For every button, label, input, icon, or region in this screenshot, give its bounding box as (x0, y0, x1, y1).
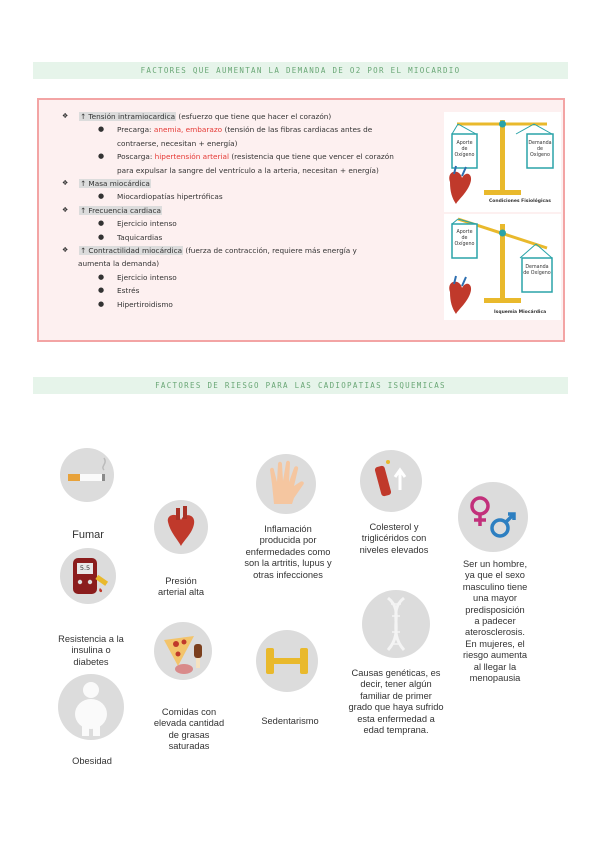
sublist-item-precarga (55, 123, 430, 136)
balance-label-demand: Demanda de Oxígeno (528, 141, 552, 158)
item-continuation: aumenta la demanda) (78, 259, 160, 269)
sublist-item (55, 231, 430, 244)
oxygen-demand-list (55, 110, 430, 311)
item-highlight-red: anemia, embarazo (153, 125, 223, 135)
sublist-item (55, 284, 430, 297)
sublist-item (55, 217, 430, 230)
sublist-item (55, 298, 430, 311)
dumbbell-icon (256, 630, 318, 692)
item-text: Ejercicio intenso (117, 219, 177, 229)
list-item-masa (55, 177, 430, 190)
risk-label-inflamacion: Inflamación producida por enfermedades como son la artritis, lupus y otras infecciones (244, 524, 332, 580)
balance-scale-icon (444, 112, 561, 212)
item-text: Ejercicio intenso (117, 272, 177, 282)
heart-icon (154, 500, 208, 554)
sublist-item (55, 190, 430, 203)
balance-caption: Condiciones Fisiológicas (489, 199, 551, 204)
circle-bullet-icon: ● (98, 152, 105, 161)
cigarette-icon (60, 448, 114, 502)
food-pizza-icon (154, 622, 212, 680)
sublist-item (55, 271, 430, 284)
thermometer-arrow-icon (360, 450, 422, 512)
item-prefix: Precarga: (117, 125, 154, 135)
item-label: ↑ Frecuencia cardiaca (80, 205, 161, 215)
item-text: Hipertiroidismo (117, 299, 173, 309)
glucometer-reading: 5.5 (79, 564, 91, 572)
balance-diagram-ischemia (444, 214, 561, 320)
hand-icon (256, 454, 316, 514)
balance-caption: Isquemia Miocárdica (494, 310, 547, 315)
circle-bullet-icon: ● (98, 232, 105, 241)
item-text: Taquicardias (117, 232, 163, 242)
obesity-body-icon (58, 674, 124, 740)
item-continuation: contraerse, necesitan + energía) (117, 138, 238, 148)
risk-label-obesidad: Obesidad (72, 756, 112, 766)
dna-icon (362, 590, 430, 658)
balance-label-supply: Aporte de Oxígeno (454, 230, 475, 247)
item-prefix: Poscarga: (117, 152, 155, 162)
item-text: Miocardiopatías hipertróficas (117, 192, 223, 202)
item-label: ↑ Tensión intramiocardica (80, 112, 176, 121)
item-text: Estrés (117, 286, 140, 296)
risk-label-sexo: Ser un hombre, ya que el sexo masculino tiene una mayor predisposición a padecer aterosclerosis. En mujeres, el riesgo aumenta al llegar la menopausia (462, 559, 528, 684)
risk-label-fumar: Fumar (72, 529, 104, 541)
section-banner-oxygen-demand: FACTORES QUE AUMENTAN LA DEMANDA DE O2 POR EL MIOCARDIO (33, 62, 568, 79)
list-item-frecuencia (55, 204, 430, 217)
glucometer-icon (60, 548, 116, 604)
circle-bullet-icon: ● (98, 125, 105, 134)
section-banner-risk-factors: FACTORES DE RIESGO PARA LAS CADIOPATIAS ISQUEMICAS (33, 377, 568, 394)
circle-bullet-icon: ● (98, 286, 105, 295)
item-text: (tensión de las fibras cardiacas antes de (222, 125, 373, 135)
list-item-tension (55, 110, 430, 123)
diamond-bullet-icon: ❖ (62, 179, 69, 188)
risk-label-sedentarismo: Sedentarismo (261, 716, 319, 726)
circle-bullet-icon: ● (98, 272, 105, 281)
balance-label-supply: Aporte de Oxígeno (454, 141, 475, 158)
risk-label-insulina: Resistencia a la insulina o diabetes (58, 634, 124, 667)
item-label: ↑ Masa miocárdica (80, 179, 150, 189)
balance-label-demand: Demanda de Oxígeno (523, 265, 551, 276)
balance-diagram-physiological (444, 112, 561, 212)
risk-label-colesterol: Colesterol y triglicéridos con niveles elevados (359, 522, 429, 555)
diamond-bullet-icon: ❖ (62, 112, 69, 120)
diamond-bullet-icon: ❖ (62, 246, 69, 255)
risk-factors-infographic (48, 410, 548, 775)
list-item-contractilidad (55, 244, 430, 257)
diamond-bullet-icon: ❖ (62, 205, 69, 214)
item-text: (esfuerzo que tiene que hacer el corazón) (176, 112, 332, 121)
item-text: (fuerza de contracción, requiere más energía y (183, 246, 357, 256)
sublist-item-poscarga (55, 150, 430, 163)
risk-label-geneticas: Causas genéticas, es decir, tener algún familiar de primer grado que haya sufrido esta enfermedad a edad temprana. (348, 668, 444, 736)
circle-bullet-icon: ● (98, 192, 105, 201)
item-highlight-red: hipertensión arterial (154, 152, 229, 162)
risk-label-presion: Presión arterial alta (158, 576, 204, 598)
item-continuation: para expulsar la sangre del ventrículo a la arteria, necesitan + energía) (117, 165, 379, 175)
gender-symbols-icon (458, 482, 528, 552)
risk-label-comidas: Comidas con elevada cantidad de grasas saturadas (153, 707, 225, 752)
circle-bullet-icon: ● (98, 219, 105, 228)
circle-bullet-icon: ● (98, 299, 105, 308)
item-text: (resistencia que tiene que vencer el corazón (229, 152, 394, 162)
item-label: ↑ Contractilidad miocárdica (80, 246, 183, 256)
